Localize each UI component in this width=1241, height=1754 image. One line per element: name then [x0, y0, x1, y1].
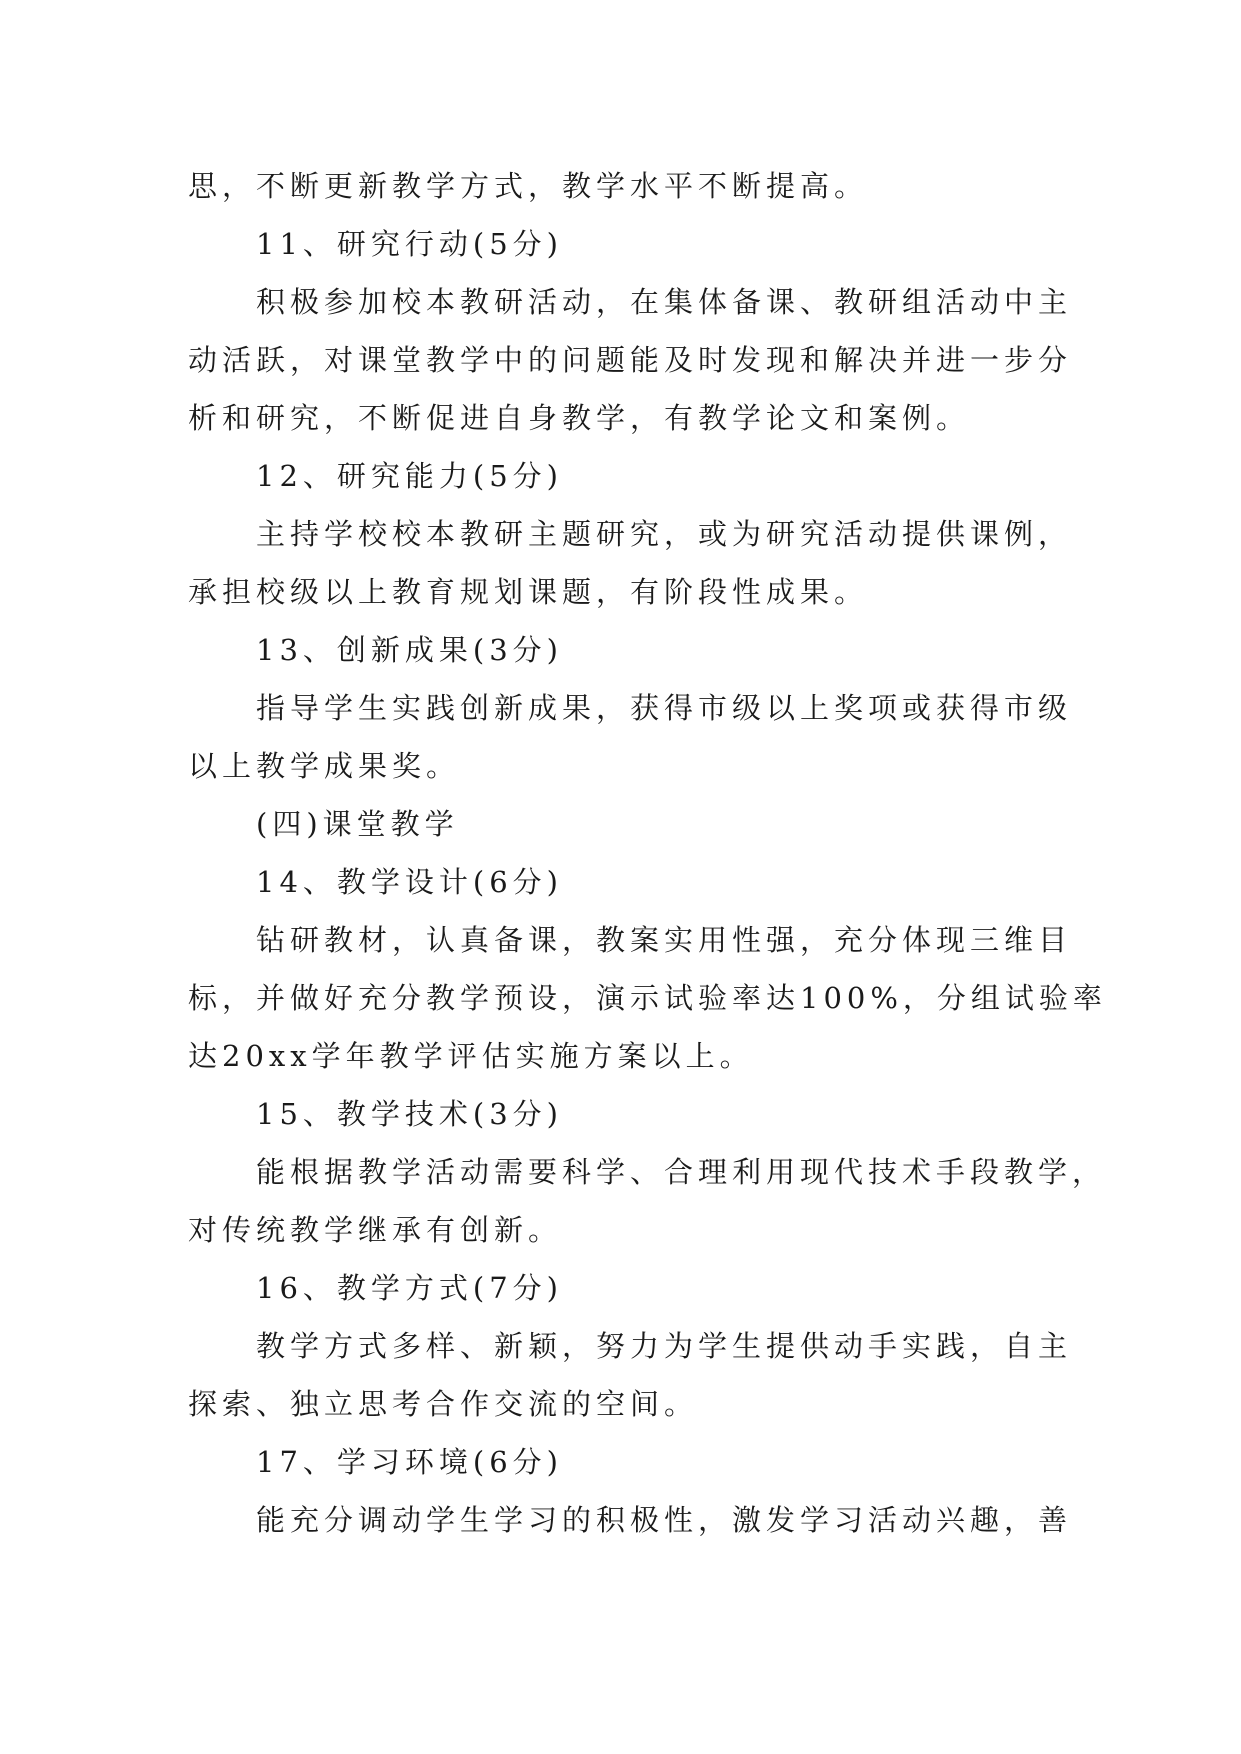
section-heading: 14、教学设计(6分)	[256, 865, 563, 899]
body-line: 主持学校校本教研主题研究，或为研究活动提供课例，	[256, 517, 1073, 551]
body-line: 教学方式多样、新颖，努力为学生提供动手实践，自主	[256, 1329, 1073, 1363]
body-line: 达20xx学年教学评估实施方案以上。	[188, 1039, 754, 1073]
body-line: 指导学生实践创新成果，获得市级以上奖项或获得市级	[256, 691, 1073, 725]
body-line: 析和研究，不断促进自身教学，有教学论文和案例。	[188, 401, 971, 435]
section-heading: 13、创新成果(3分)	[256, 633, 563, 667]
body-line: 钻研教材，认真备课，教案实用性强，充分体现三维目	[256, 923, 1073, 957]
part-heading: (四)课堂教学	[256, 807, 459, 841]
section-heading: 17、学习环境(6分)	[256, 1445, 563, 1479]
section-heading: 12、研究能力(5分)	[256, 459, 563, 493]
body-line: 能充分调动学生学习的积极性，激发学习活动兴趣，善	[256, 1503, 1073, 1537]
body-line: 能根据教学活动需要科学、合理利用现代技术手段教学，	[256, 1155, 1107, 1189]
body-line: 对传统教学继承有创新。	[188, 1213, 563, 1247]
body-line: 标，并做好充分教学预设，演示试验率达100%，分组试验率	[188, 981, 1107, 1015]
body-line: 积极参加校本教研活动，在集体备课、教研组活动中主	[256, 285, 1073, 319]
section-heading: 15、教学技术(3分)	[256, 1097, 563, 1131]
section-heading: 16、教学方式(7分)	[256, 1271, 563, 1305]
body-line: 承担校级以上教育规划课题，有阶段性成果。	[188, 575, 869, 609]
body-line: 动活跃，对课堂教学中的问题能及时发现和解决并进一步分	[188, 343, 1073, 377]
body-line: 以上教学成果奖。	[188, 749, 461, 783]
body-line: 探索、独立思考合作交流的空间。	[188, 1387, 699, 1421]
body-line: 思，不断更新教学方式，教学水平不断提高。	[188, 169, 869, 203]
section-heading: 11、研究行动(5分)	[256, 227, 563, 261]
